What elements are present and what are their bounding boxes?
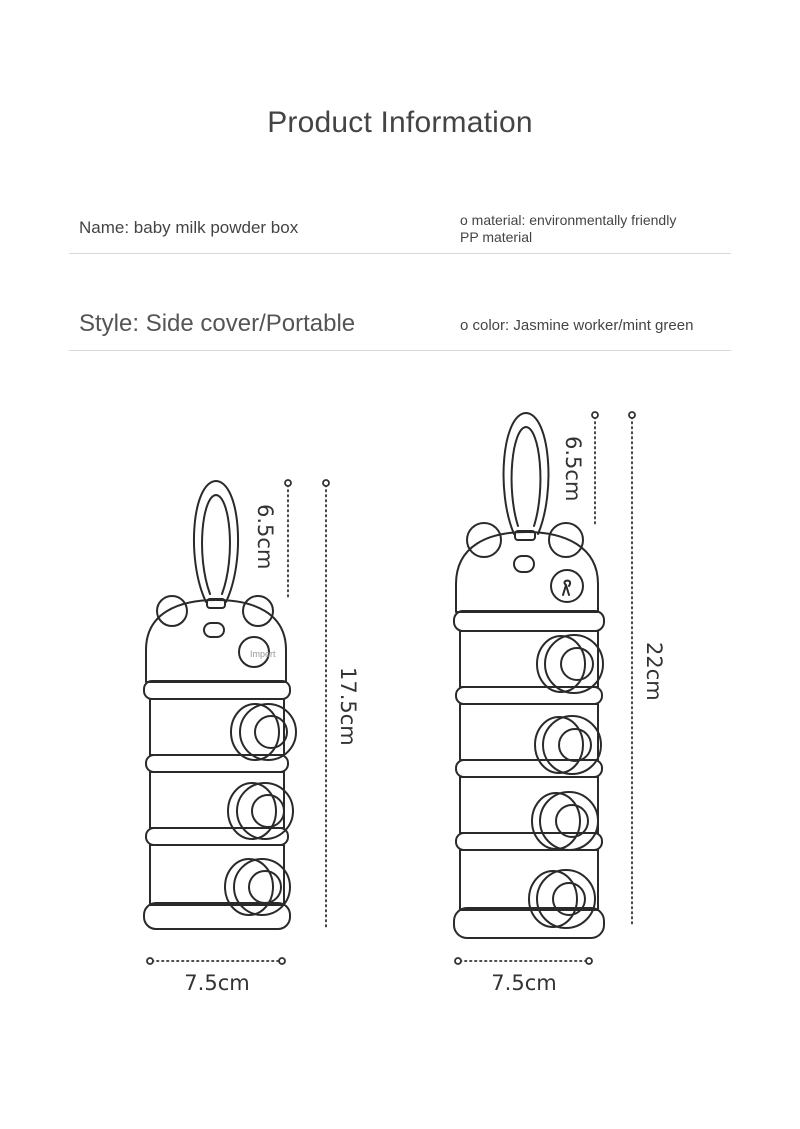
large-width-label: 7.5cm xyxy=(491,971,557,995)
large-ear-dimension xyxy=(561,412,598,526)
product-name: Name: baby milk powder box xyxy=(79,218,299,237)
spout xyxy=(529,870,595,928)
large-total-height-label: 22cm xyxy=(642,642,666,701)
spout xyxy=(231,704,296,760)
spout xyxy=(532,792,598,850)
small-total-height-label: 17.5cm xyxy=(336,667,360,746)
product-color: o color: Jasmine worker/mint green xyxy=(460,317,694,334)
badge-text: Import xyxy=(250,649,276,659)
large-ear-height-label: 6.5cm xyxy=(561,436,585,502)
large-height-dimension xyxy=(629,412,666,925)
small-width-label: 7.5cm xyxy=(184,971,250,995)
small-height-dimension xyxy=(323,480,360,927)
spout xyxy=(537,635,603,693)
large-width-dimension xyxy=(455,958,592,995)
small-ear-dimension xyxy=(253,480,291,598)
small-ear-height-label: 6.5cm xyxy=(253,504,277,570)
spout xyxy=(535,716,601,774)
material-line-1: o material: environmentally friendly xyxy=(460,212,677,228)
product-style: Style: Side cover/Portable xyxy=(79,310,356,337)
page-title: Product Information xyxy=(267,106,533,139)
material-line-2: PP material xyxy=(460,229,533,245)
spout xyxy=(225,859,290,915)
small-width-dimension xyxy=(147,958,285,995)
